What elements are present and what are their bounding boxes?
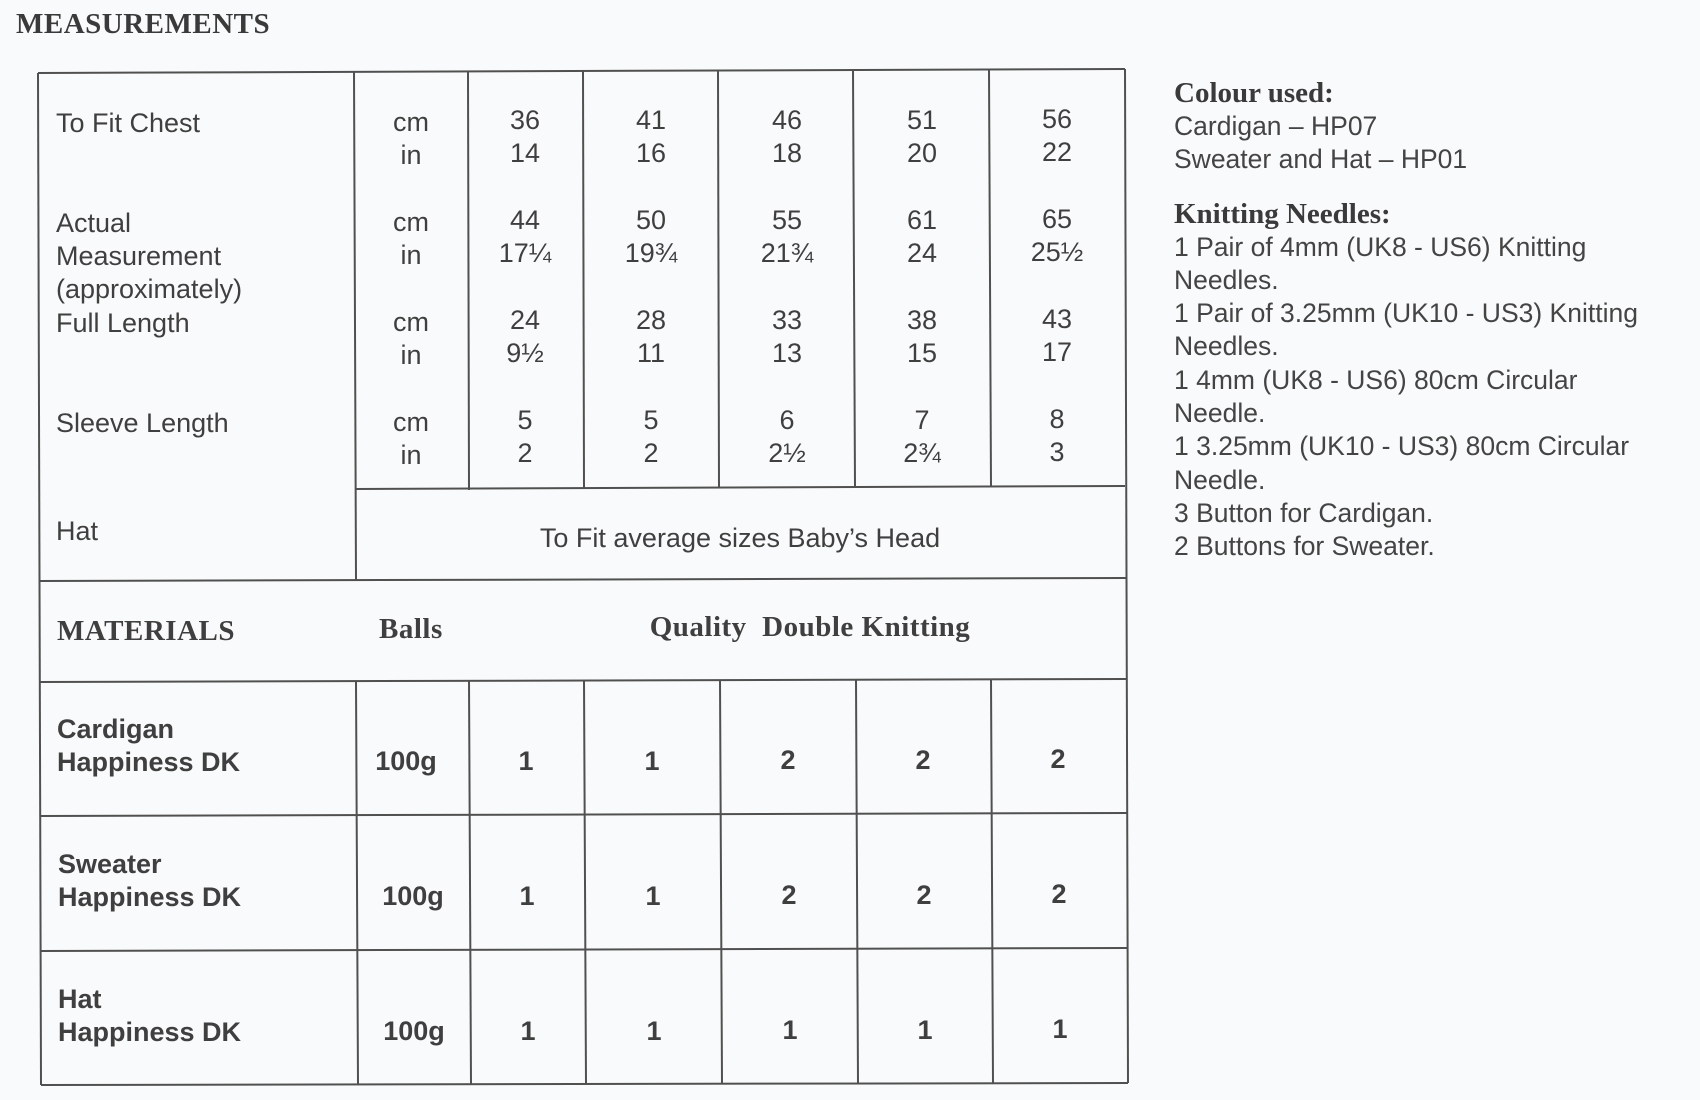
size-value: 21¾ [760,238,814,268]
size-value: 41 [635,105,667,135]
ball-count: 1 [645,881,661,911]
size-value: 50 [635,205,667,235]
needles-line: 3 Button for Cardigan. [1174,497,1434,528]
ball-count: 2 [916,880,932,910]
label-line: Actual [56,208,132,238]
unit-cm: cm [393,307,429,337]
size-value: 8 [1049,404,1065,434]
size-value: 5 [517,405,533,435]
material-yarn: Happiness DK [58,1017,242,1047]
material-name: Sweater [58,849,162,879]
size-value: 17¼ [498,238,552,268]
size-value: 38 [906,305,938,335]
unit-in: in [400,140,422,170]
material-name-cardigan [57,713,240,779]
unit-cm: cm [393,207,429,237]
size-value: 24 [906,238,938,268]
needles-line: Needle. [1174,464,1266,495]
quality-header: Quality Double Knitting [649,611,971,643]
size-value: 56 [1041,104,1073,134]
size-value: 15 [906,338,938,368]
ball-count: 2 [915,745,931,775]
colour-line: Sweater and Hat – HP01 [1174,144,1468,175]
material-name: Hat [58,984,102,1014]
colour-line: Cardigan – HP07 [1174,111,1378,141]
ball-count: 2 [1051,879,1067,909]
size-value: 7 [914,405,930,435]
size-value: 24 [509,305,541,335]
material-weight: 100g [382,881,444,911]
size-value: 9½ [506,338,544,368]
size-value: 36 [509,105,541,135]
colour-title: Colour used: [1174,77,1334,109]
row-label-to-fit-chest: To Fit Chest [56,108,201,138]
row-label-sleeve-length: Sleeve Length [56,408,229,438]
size-value: 20 [906,138,938,168]
needles-line: 1 4mm (UK8 - US6) 80cm Circular [1174,364,1578,395]
size-value: 2 [517,438,533,468]
size-value: 44 [509,205,541,235]
size-value: 2 [643,438,659,468]
ball-count: 1 [519,881,535,911]
material-yarn: Happiness DK [58,882,242,912]
row-label-full-length: Full Length [56,308,190,338]
size-value: 3 [1049,437,1065,467]
material-name: Cardigan [57,714,175,744]
material-name-sweater [58,848,241,914]
ball-count: 2 [780,745,796,775]
size-value: 46 [771,105,803,135]
ball-count: 1 [1052,1014,1068,1044]
size-value: 22 [1041,137,1073,167]
ball-count: 1 [644,746,660,776]
size-value: 43 [1041,304,1073,334]
hat-size-note: To Fit average sizes Baby’s Head [539,523,941,553]
material-name-hat [58,983,241,1049]
unit-in: in [400,440,422,470]
ball-count: 2 [1050,744,1066,774]
material-yarn: Happiness DK [57,747,241,777]
notes-panel [1174,76,1694,564]
ball-count: 1 [646,1016,662,1046]
label-line: (approximately) [56,274,243,304]
page-title: MEASUREMENTS [16,8,271,40]
unit-in: in [400,240,422,270]
size-value: 51 [906,105,938,135]
size-value: 61 [906,205,938,235]
label-line: Measurement [56,241,222,271]
ball-count: 2 [781,880,797,910]
needles-title: Knitting Needles: [1174,197,1391,230]
size-value: 19¾ [624,238,678,268]
size-value: 25½ [1030,237,1084,267]
row-label-hat: Hat [56,516,99,546]
size-value: 13 [771,338,803,368]
needles-line: Needles. [1174,331,1279,362]
size-value: 55 [771,205,803,235]
needles-line: 1 Pair of 3.25mm (UK10 - US3) Knitting [1174,298,1638,329]
needles-line: Needles. [1174,264,1279,295]
size-value: 6 [779,405,795,435]
balls-header: Balls [379,613,443,645]
size-value: 18 [771,138,803,168]
material-weight: 100g [375,746,437,776]
size-value: 28 [635,305,667,335]
size-value: 17 [1041,337,1073,367]
needles-line: 1 Pair of 4mm (UK8 - US6) Knitting [1174,231,1587,262]
spacer [1174,177,1694,197]
unit-in: in [400,340,422,370]
size-value: 33 [771,305,803,335]
unit-cm: cm [393,107,429,137]
unit-cm: cm [393,407,429,437]
row-label-actual-measurement [56,207,242,306]
size-value: 11 [636,338,666,368]
ball-count: 1 [520,1016,536,1046]
size-value: 16 [635,138,667,168]
size-value: 2¾ [903,438,941,468]
materials-title: MATERIALS [57,615,235,647]
size-value: 5 [643,405,659,435]
needles-line: 1 3.25mm (UK10 - US3) 80cm Circular [1174,431,1630,462]
size-value: 2½ [768,438,806,468]
ball-count: 1 [782,1015,798,1045]
ball-count: 1 [917,1015,933,1045]
size-value: 65 [1041,204,1073,234]
needles-line: Needle. [1174,398,1266,429]
material-weight: 100g [383,1016,445,1046]
ball-count: 1 [518,746,534,776]
needles-line: 2 Buttons for Sweater. [1174,531,1435,562]
size-value: 14 [509,138,541,168]
